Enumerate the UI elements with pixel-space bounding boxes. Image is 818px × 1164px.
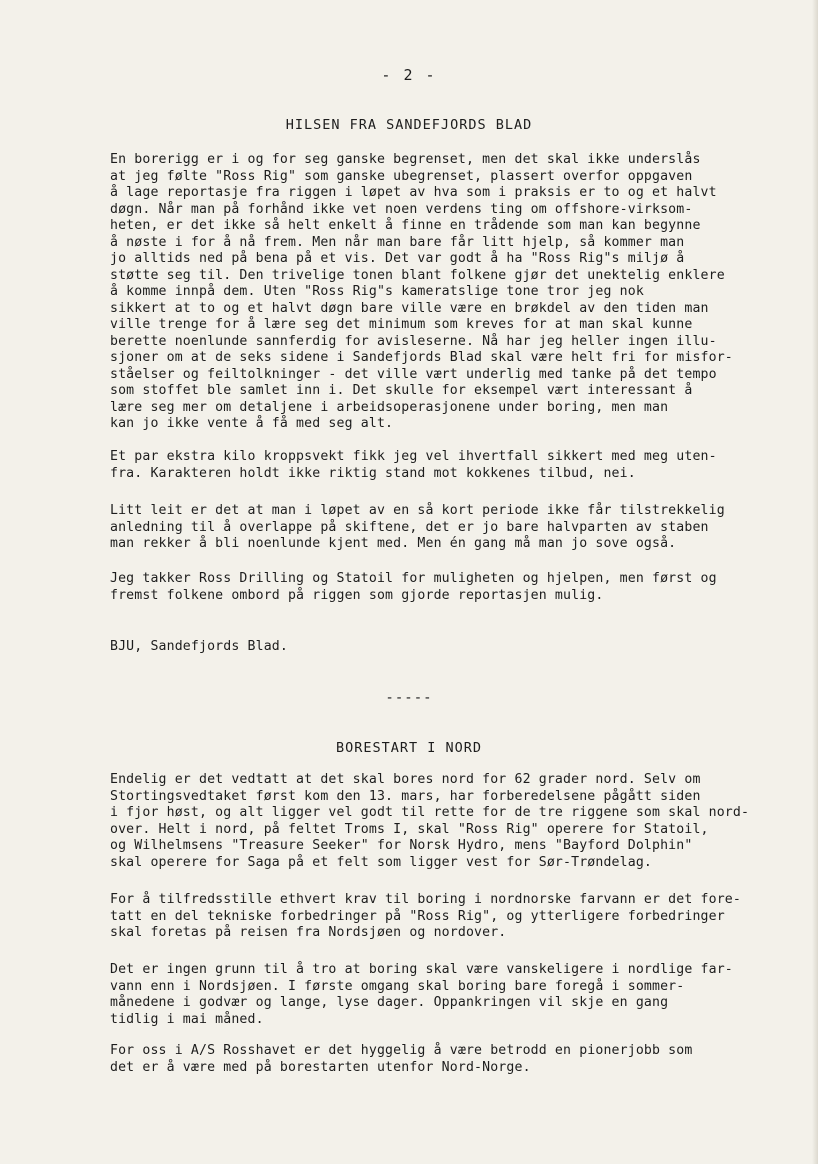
text-line: Endelig er det vedtatt at det skal bores nord for 62 grader nord. Selv om [110, 772, 701, 787]
paragraph [110, 503, 755, 553]
paragraph [110, 772, 755, 871]
page-number: - 2 - [381, 66, 437, 84]
text-line: tidlig i mai måned. [110, 1011, 264, 1027]
paragraph [110, 962, 755, 1028]
section-separator: ----- [385, 690, 433, 706]
text-line: døgn. Når man på forhånd ikke vet noen verdens ting om offshore-virksom- [110, 201, 693, 217]
text-line: og Wilhelmsens "Treasure Seeker" for Norsk Hydro, mens "Bayford Dolphin" [110, 838, 693, 853]
text-line: fra. Karakteren holdt ikke riktig stand mot kokkenes tilbud, nei. [110, 465, 636, 481]
text-line: som stoffet ble samlet inn i. Det skulle for eksempel vært interessant å [110, 383, 693, 398]
text-line: jo alltids ned på bena på et vis. Det var godt å ha "Ross Rig"s miljø å [110, 251, 685, 266]
text-line: lære seg mer om detaljene i arbeidsoperasjonene under boring, men man [110, 399, 669, 415]
text-line: Det er ingen grunn til å tro at boring skal være vanskeligere i nordlige far- [110, 962, 733, 977]
text-line: vann enn i Nordsjøen. I første omgang skal boring bare foregå i sommer- [110, 978, 685, 994]
text-line: Stortingsvedtaket først kom den 13. mars, har forberedelsene pågått siden [110, 788, 701, 804]
text-line: sjoner om at de seks sidene i Sandefjords Blad skal være helt fri for misfor- [110, 350, 733, 365]
section-heading-borestart: BORESTART I NORD [335, 740, 483, 756]
text-line: Jeg takker Ross Drilling og Statoil for muligheten og hjelpen, men først og [110, 571, 717, 586]
text-line: det er å være med på borestarten utenfor Nord-Norge. [110, 1059, 531, 1075]
text-line: å lage reportasje fra riggen i løpet av hva som i praksis er to og et halvt [110, 185, 717, 200]
text-line: Litt leit er det at man i løpet av en så kort periode ikke får tilstrekkelig [110, 503, 725, 518]
text-line: månedene i godvær og lange, lyse dager. Oppankringen vil skje en gang [110, 995, 669, 1010]
text-line: Et par ekstra kilo kroppsvekt fikk jeg vel ihvertfall sikkert med meg uten- [110, 449, 717, 464]
text-line: man rekker å bli noenlunde kjent med. Men én gang må man jo sove også. [110, 536, 677, 551]
signature-text: BJU, Sandefjords Blad. [110, 639, 288, 654]
paragraph [110, 152, 755, 433]
text-line: kan jo ikke vente å få med seg alt. [110, 416, 394, 431]
text-line: å nøste i for å nå frem. Men når man bare får litt hjelp, så kommer man [110, 234, 685, 250]
text-line: For å tilfredsstille ethvert krav til boring i nordnorske farvann er det fore- [110, 892, 741, 907]
text-line: skal foretas på reisen fra Nordsjøen og nordover. [110, 925, 507, 940]
signature [110, 639, 755, 656]
paragraph [110, 449, 755, 482]
text-line: berette noenlunde sannferdig for avisleserne. Nå har jeg heller ingen illu- [110, 333, 717, 349]
text-line: at jeg følte "Ross Rig" som ganske ubegrenset, plassert overfor oppgaven [110, 168, 693, 184]
paragraph [110, 892, 755, 942]
text-line: fremst folkene ombord på riggen som gjorde reportasjen mulig. [110, 587, 604, 603]
paragraph [110, 1043, 755, 1076]
text-line: For oss i A/S Rosshavet er det hyggelig å være betrodd en pionerjobb som [110, 1043, 693, 1058]
text-line: anledning til å overlappe på skiftene, det er jo bare halvparten av staben [110, 519, 709, 535]
text-line: tatt en del tekniske forbedringer på "Ross Rig", og ytterligere forbedringer [110, 908, 725, 924]
text-line: En borerigg er i og for seg ganske begrenset, men det skal ikke underslås [110, 152, 701, 167]
paragraph [110, 571, 755, 604]
text-line: heten, er det ikke så helt enkelt å finne en trådende som man kan begynne [110, 218, 701, 233]
text-line: støtte seg til. Den trivelige tonen blant folkene gjør det unektelig enklere [110, 267, 725, 283]
text-line: ståelser og feiltolkninger - det ville vært underlig med tanke på det tempo [110, 366, 717, 382]
text-line: å komme innpå dem. Uten "Ross Rig"s kameratslige tone tror jeg nok [110, 284, 644, 299]
section-heading-hilsen: HILSEN FRA SANDEFJORDS BLAD [285, 117, 533, 133]
text-line: ville trenge for å lære seg det minimum som kreves for at man skal kunne [110, 317, 693, 332]
text-line: i fjor høst, og alt ligger vel godt til rette for de tre riggene som skal nord- [110, 805, 750, 820]
text-line: over. Helt i nord, på feltet Troms I, skal "Ross Rig" operere for Statoil, [110, 821, 709, 837]
text-line: skal operere for Saga på et felt som ligger vest for Sør-Trøndelag. [110, 854, 652, 870]
page-edge-shadow [812, 0, 818, 1164]
text-line: sikkert at to og et halvt døgn bare ville være en brøkdel av den tiden man [110, 300, 709, 316]
